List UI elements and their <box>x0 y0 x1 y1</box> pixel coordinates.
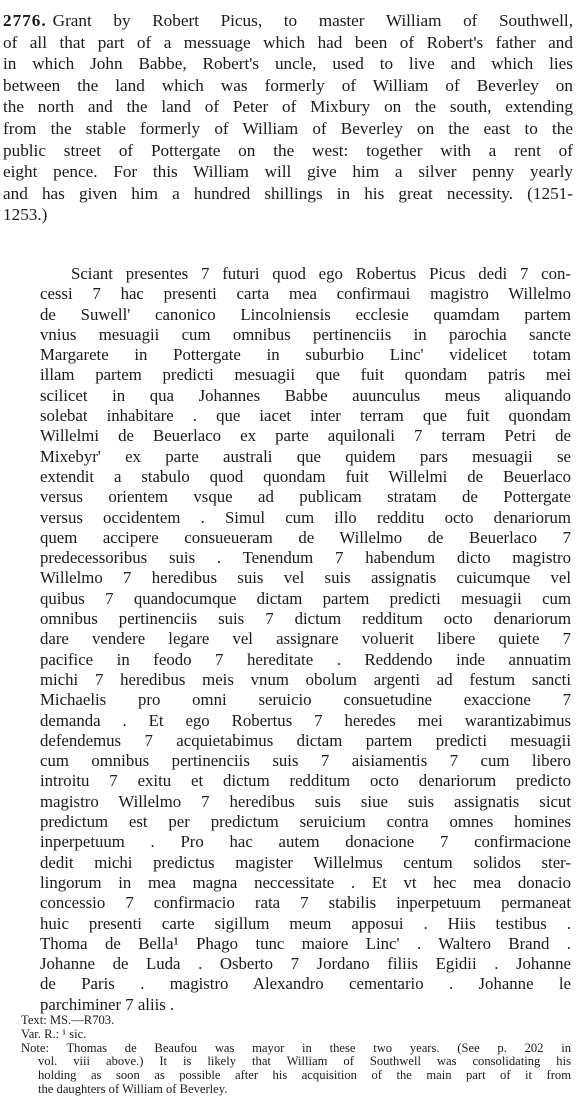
entry-number: 2776. <box>3 11 47 30</box>
summary-line: between the land which was formerly of William of Beverley on <box>3 75 573 95</box>
summary-line: eight pence. For this William will give him a silver penny yearly <box>3 162 573 182</box>
charter-line: Sciant presentes 7 futuri quod ego Robertus Picus dedi 7 con- <box>71 264 571 283</box>
charter-line: omnibus pertinenciis suis 7 dictum redditum octo denariorum <box>40 609 571 629</box>
note-line: Note: Thomas de Beaufou was mayor in these two years. (See p. 202 in <box>21 1040 571 1055</box>
summary-text: Grant by Robert Picus, to master William of Southwell, <box>52 11 573 30</box>
charter-line: defendemus 7 acquietabimus dictam partem predicti mesuagii <box>40 730 571 750</box>
charter-line: extendit a stabulo quod quondam fuit Willelmi de Beuerlaco <box>40 466 571 486</box>
charter-line: parchiminer 7 aliis . <box>40 994 175 1014</box>
charter-line: scilicet in qua Johannes Babbe auunculus meus aliquando <box>40 385 571 405</box>
charter-line: de Suwell' canonico Lincolniensis ecclesie quamdam partem <box>40 304 571 324</box>
charter-line: Willelmo 7 heredibus suis vel suis assignatis cuicumque vel <box>40 568 571 588</box>
text-source-line: Text: MS.—R703. <box>21 1013 115 1027</box>
charter-line: magistro Willelmo 7 heredibus suis siue suis assignatis sicut <box>40 791 571 811</box>
summary-line: public street of Pottergate on the west: together with a rent of <box>3 140 573 160</box>
charter-line: cessi 7 hac presenti carta mea confirmaui magistro Willelmo <box>40 284 571 304</box>
charter-line: Michaelis pro omni seruicio consuetudine exaccione 7 <box>40 690 571 710</box>
charter-line: illam partem predicti mesuagii que fuit quondam patris mei <box>40 365 571 385</box>
summary-line: the north and the land of Peter of Mixbury on the south, extending <box>3 97 573 117</box>
note-line: holding as soon as possible after his acquisition of the main part of it from <box>38 1068 571 1083</box>
entry-summary <box>3 10 573 226</box>
charter-line: solebat inhabitare . que iacet inter terram que fuit quondam <box>40 406 571 426</box>
variant-readings-line: Var. R.: ¹ sic. <box>21 1026 87 1041</box>
charter-line: Johanne de Luda . Osberto 7 Jordano filiis Egidii . Johanne <box>40 954 571 974</box>
summary-line: 1253.) <box>3 205 48 225</box>
summary-line: in which John Babbe, Robert's uncle, used to live and which lies <box>3 54 573 74</box>
charter-line: concessio 7 confirmacio rata 7 stabilis inperpetuum permaneat <box>40 893 571 913</box>
charter-text <box>40 264 571 1015</box>
charter-line: dare vendere legare vel assignare voluerit libere quiete 7 <box>40 629 571 649</box>
charter-line: quibus 7 quandocumque dictam partem predicti mesuagii cum <box>40 588 571 608</box>
charter-line: Mixebyr' ex parte australi que quidem pars mesuagii se <box>40 446 571 466</box>
charter-line: Thoma de Bella¹ Phago tunc maiore Linc' . Waltero Brand . <box>40 933 571 953</box>
note-line: the daughters of William of Beverley. <box>38 1081 228 1096</box>
charter-line: introitu 7 exitu et dictum redditum octo denariorum predicto <box>40 771 571 791</box>
charter-line: vnius mesuagii cum omnibus pertinenciis in parochia sancte <box>40 324 571 344</box>
charter-line: quem accipere consueueram de Willelmo de Beuerlaco 7 <box>40 527 571 547</box>
charter-line: inperpetuum . Pro hac autem donacione 7 confirmacione <box>40 832 571 852</box>
summary-line: from the stable formerly of William of Beverley on the east to the <box>3 118 573 138</box>
charter-line: versus occidentem . Simul cum illo redditu octo denariorum <box>40 507 571 527</box>
note-line: vol. viii above.) It is likely that William of Southwell was consolidating his <box>38 1054 571 1069</box>
charter-line: huic presenti carte sigillum meum apposui . Hiis testibus . <box>40 913 571 933</box>
summary-line <box>3 10 573 32</box>
charter-line: de Paris . magistro Alexandro cementario . Johanne le <box>40 974 571 994</box>
apparatus-notes <box>21 1014 571 1097</box>
summary-line: of all that part of a messuage which had been of Robert's father and <box>3 32 573 52</box>
charter-line: cum omnibus pertinenciis suis 7 aisiamentis 7 cum libero <box>40 751 571 771</box>
charter-line: dedit michi predictus magister Willelmus centum solidos ster- <box>40 852 571 872</box>
charter-line: Margarete in Pottergate in suburbio Linc' videlicet totam <box>40 345 571 365</box>
charter-line: demanda . Et ego Robertus 7 heredes mei warantizabimus <box>40 710 571 730</box>
charter-line: predictum est per predictum seruicium contra omnes homines <box>40 812 571 832</box>
summary-line: and has given him a hundred shillings in his great necessity. (1251- <box>3 183 573 203</box>
charter-line: versus orientem vsque ad publicam stratam de Pottergate <box>40 487 571 507</box>
charter-line: pacifice in feodo 7 hereditate . Reddendo inde annuatim <box>40 649 571 669</box>
charter-line: Willelmi de Beuerlaco ex parte aquilonali 7 terram Petri de <box>40 426 571 446</box>
charter-line: predecessoribus suis . Tenendum 7 habendum dicto magistro <box>40 548 571 568</box>
charter-line: lingorum in mea magna neccessitate . Et vt hec mea donacio <box>40 872 571 892</box>
charter-line: michi 7 heredibus meis vnum obolum argenti ad festum sancti <box>40 669 571 689</box>
